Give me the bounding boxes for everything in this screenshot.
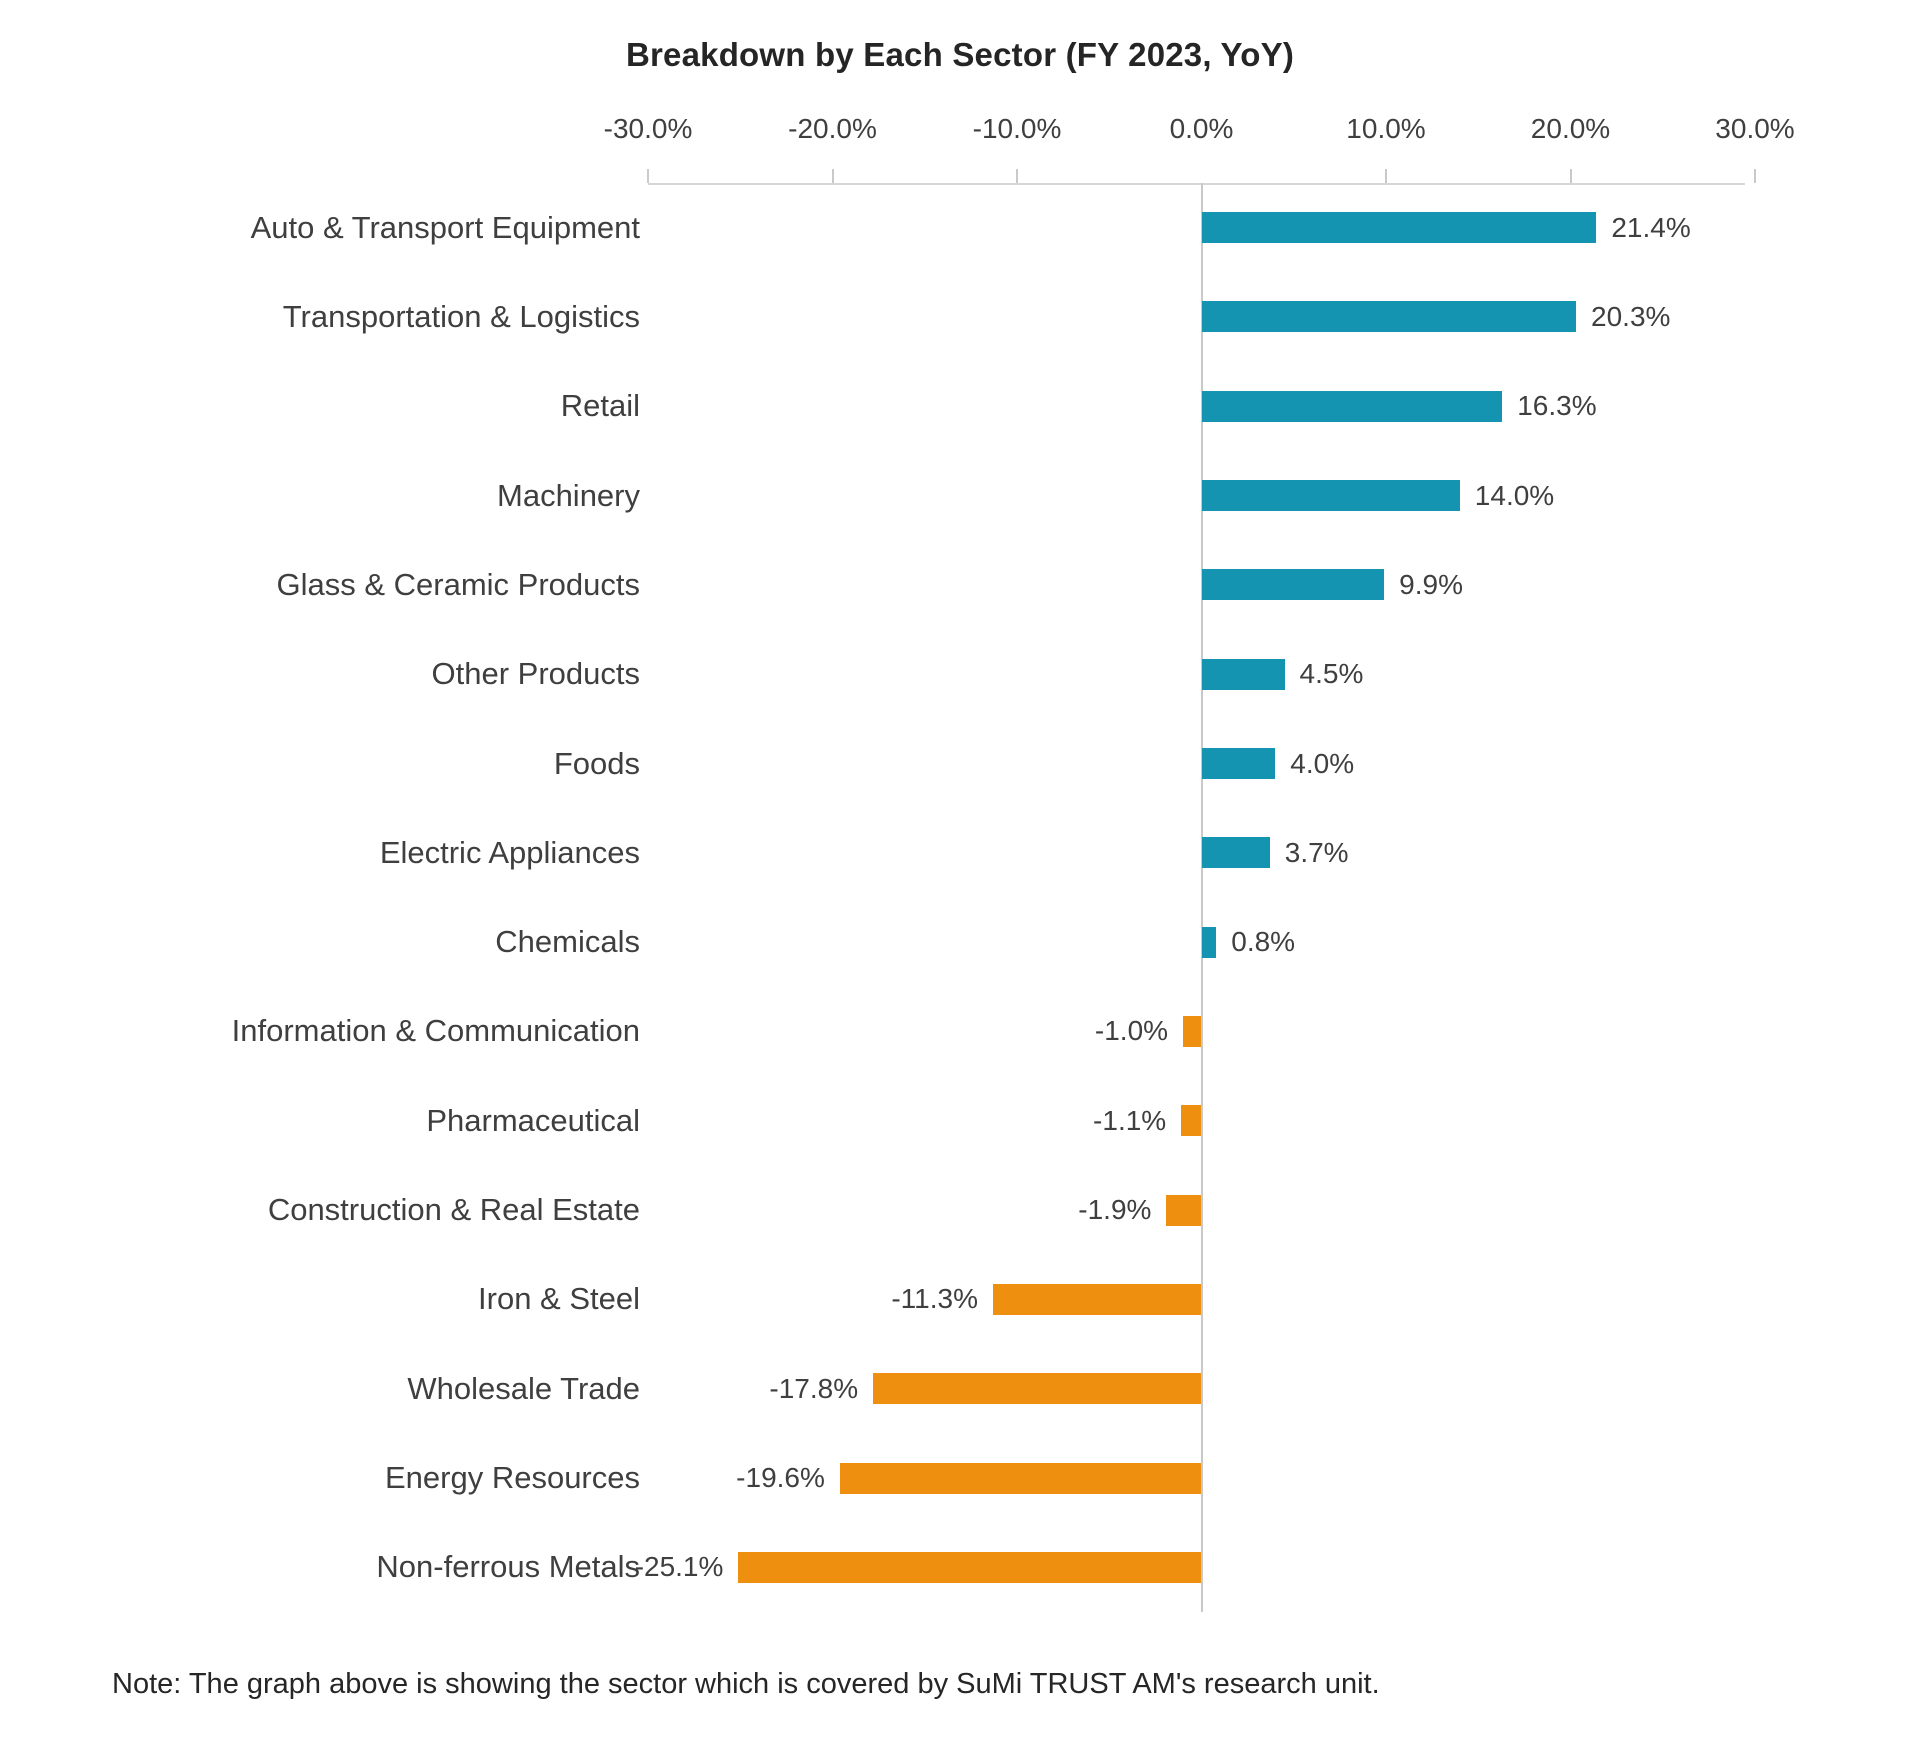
data-value-label: -17.8% <box>769 1372 859 1404</box>
x-axis-tick-label: -20.0% <box>788 113 877 144</box>
category-label: Electric Appliances <box>379 834 640 870</box>
data-value-label: -1.9% <box>1078 1194 1152 1226</box>
x-axis-tick-label: -30.0% <box>603 113 693 144</box>
negative-bar-9 <box>1183 1016 1201 1047</box>
negative-bar-15 <box>738 1552 1201 1583</box>
x-axis-tick-label: -10.0% <box>972 113 1062 144</box>
negative-bar-14 <box>840 1463 1202 1494</box>
positive-bar-3 <box>1202 480 1460 511</box>
data-value-label: -1.1% <box>1093 1104 1167 1136</box>
x-axis-line <box>648 183 1745 185</box>
x-axis-tick-mark <box>1016 169 1018 183</box>
category-label: Energy Resources <box>384 1460 640 1496</box>
x-axis-tick-label: 30.0% <box>1715 113 1795 144</box>
category-label: Glass & Ceramic Products <box>276 566 640 602</box>
data-value-label: -19.6% <box>736 1462 825 1494</box>
negative-bar-12 <box>993 1284 1201 1315</box>
category-label: Information & Communication <box>231 1013 640 1049</box>
positive-bar-6 <box>1202 748 1276 779</box>
data-value-label: -1.0% <box>1094 1015 1169 1047</box>
data-value-label: -25.1% <box>634 1551 724 1583</box>
x-axis-tick-mark <box>1570 169 1572 183</box>
chart-title: Breakdown by Each Sector (FY 2023, YoY) <box>625 36 1295 73</box>
x-axis-tick-mark <box>832 169 834 183</box>
x-axis-tick-label: 0.0% <box>1169 113 1234 144</box>
category-label: Construction & Real Estate <box>267 1192 640 1228</box>
data-value-label: 3.7% <box>1284 836 1349 868</box>
data-value-label: 4.5% <box>1299 658 1364 690</box>
x-axis-tick-label: 10.0% <box>1346 113 1426 144</box>
category-label: Iron & Steel <box>478 1281 640 1317</box>
plot-area <box>634 183 1745 1612</box>
positive-bar-7 <box>1202 837 1270 868</box>
category-label: Foods <box>553 745 640 781</box>
category-label: Wholesale Trade <box>407 1370 640 1406</box>
positive-bar-5 <box>1202 659 1285 690</box>
category-label: Transportation & Logistics <box>282 298 640 334</box>
category-label: Retail <box>560 388 640 424</box>
x-axis-tick-mark <box>1754 169 1756 183</box>
data-value-label: 16.3% <box>1517 390 1597 422</box>
category-label: Other Products <box>431 656 640 692</box>
positive-bar-4 <box>1202 569 1385 600</box>
category-label: Pharmaceutical <box>426 1102 640 1138</box>
category-label: Auto & Transport Equipment <box>250 209 640 245</box>
data-value-label: 9.9% <box>1399 568 1463 600</box>
category-label: Non-ferrous Metals <box>376 1549 640 1585</box>
category-label: Machinery <box>497 477 640 513</box>
positive-bar-0 <box>1202 212 1597 243</box>
category-label: Chemicals <box>495 924 640 960</box>
data-value-label: 4.0% <box>1290 747 1355 779</box>
x-axis-tick-mark <box>1385 169 1387 183</box>
x-axis-tick-label: 20.0% <box>1530 113 1611 144</box>
positive-bar-2 <box>1202 391 1503 422</box>
x-axis <box>0 108 1920 150</box>
positive-bar-1 <box>1202 301 1577 332</box>
category-axis <box>0 183 640 1612</box>
data-value-label: 0.8% <box>1231 926 1296 958</box>
negative-bar-10 <box>1181 1105 1201 1136</box>
x-axis-tick-mark <box>647 169 649 183</box>
positive-bar-8 <box>1202 927 1217 958</box>
negative-bar-11 <box>1166 1195 1201 1226</box>
data-value-label: 20.3% <box>1591 300 1671 332</box>
data-value-label: 21.4% <box>1611 211 1691 243</box>
data-value-label: 14.0% <box>1474 479 1555 511</box>
footnote: Note: The graph above is showing the sector which is covered by SuMi TRUST AM's research unit. <box>112 1668 1380 1700</box>
negative-bar-13 <box>873 1373 1201 1404</box>
data-value-label: -11.3% <box>891 1283 978 1315</box>
